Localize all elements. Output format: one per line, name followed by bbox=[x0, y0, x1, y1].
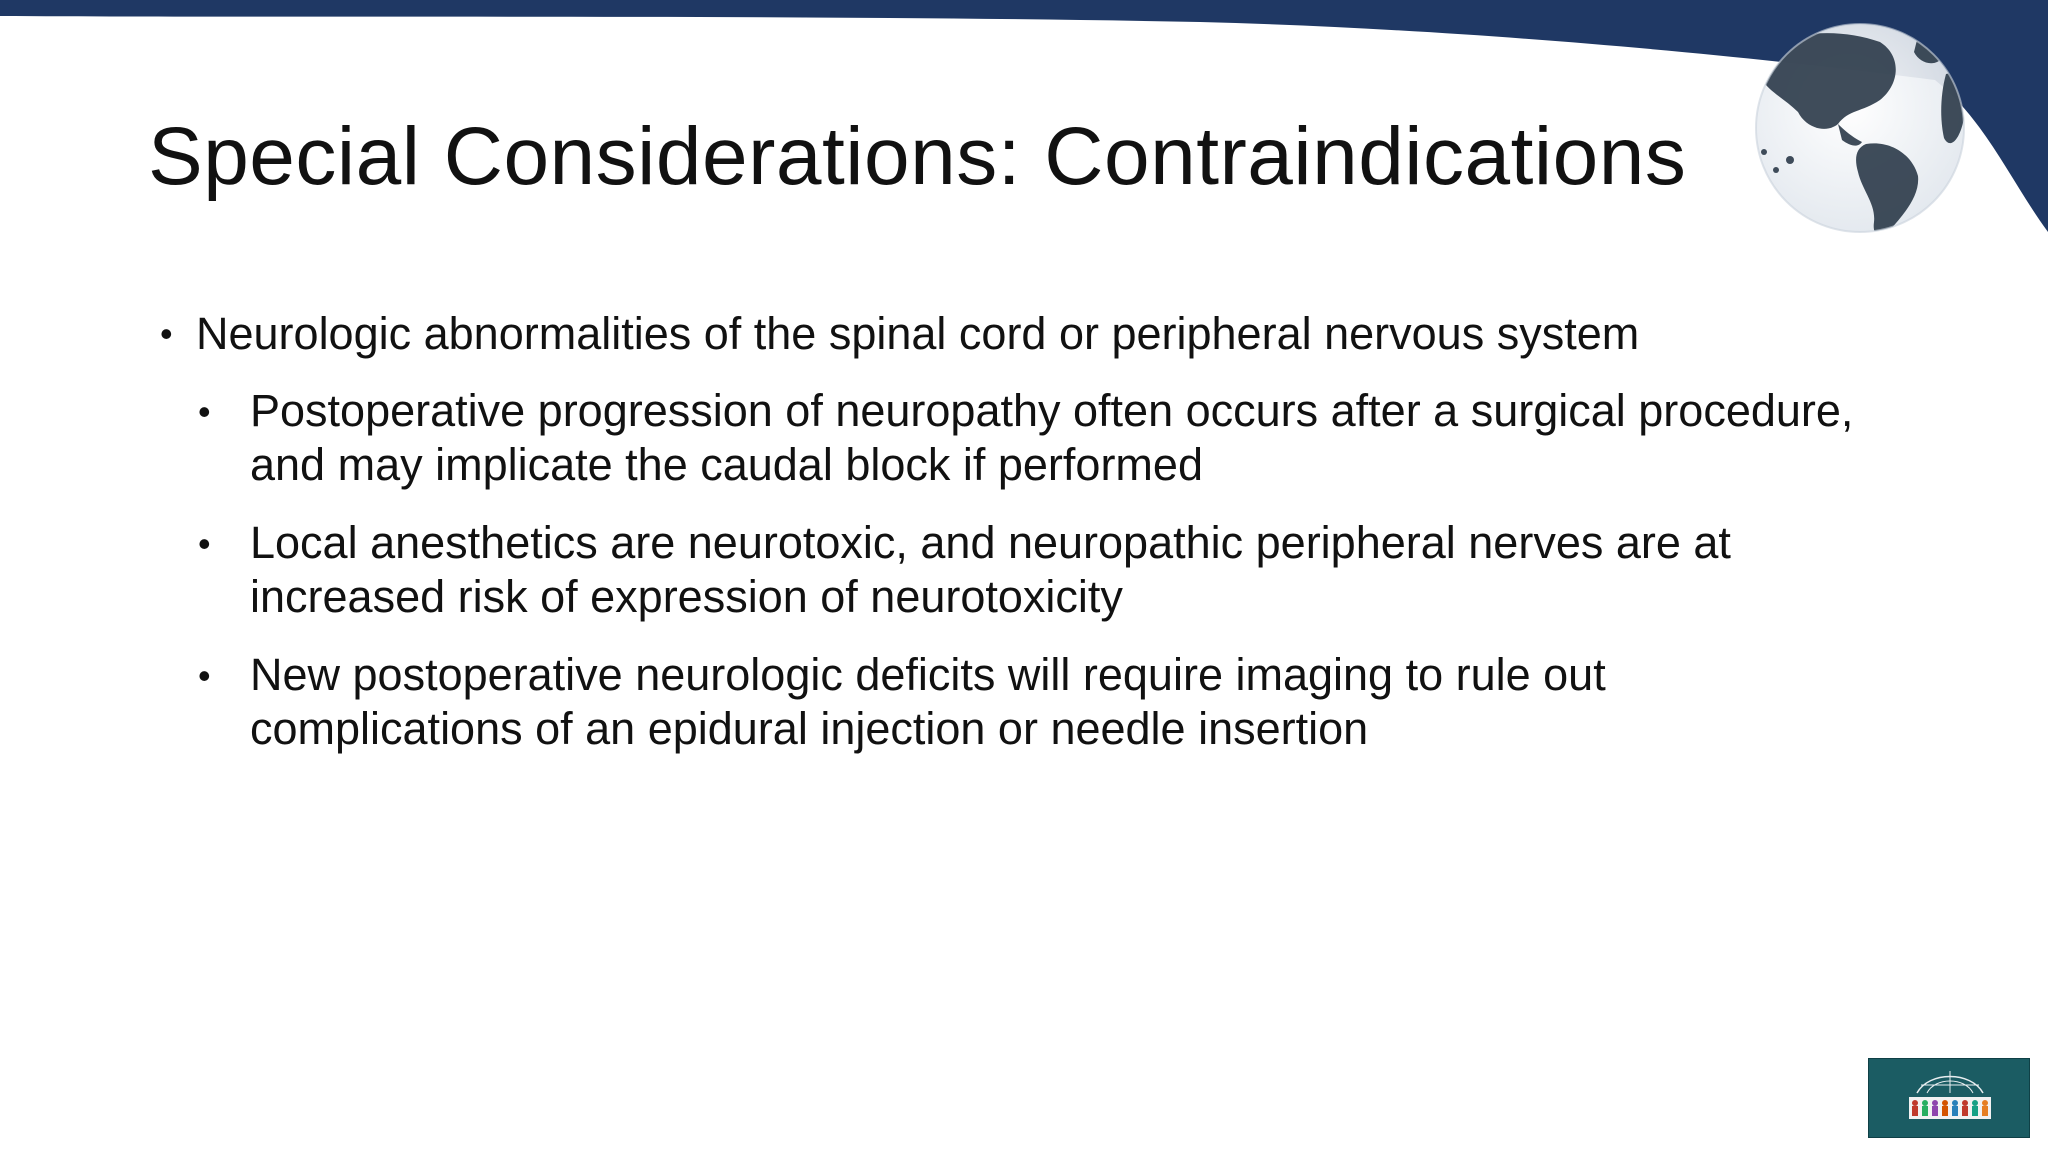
bullet-icon: • bbox=[198, 523, 211, 564]
bullet-icon: • bbox=[160, 313, 173, 354]
sub-list-item bbox=[160, 516, 1860, 624]
list-item bbox=[160, 306, 1860, 362]
slide-title: Special Considerations: Contraindications bbox=[148, 111, 1687, 202]
sub-list-item bbox=[160, 384, 1860, 492]
bullet-icon: • bbox=[198, 655, 211, 696]
sub-bullet-text: Postoperative progression of neuropathy often occurs after a surgical procedure, and may implicate the caudal block if performed bbox=[250, 385, 1854, 490]
sub-list-item bbox=[160, 648, 1860, 756]
bullet-text: Neurologic abnormalities of the spinal cord or peripheral nervous system bbox=[196, 308, 1640, 359]
bullet-list bbox=[160, 306, 1860, 780]
bullet-icon: • bbox=[198, 391, 211, 432]
sub-bullet-text: Local anesthetics are neurotoxic, and neuropathic peripheral nerves are at increased risk of expression of neurotoxicity bbox=[250, 517, 1731, 622]
sub-bullet-text: New postoperative neurologic deficits will require imaging to rule out complications of an epidural injection or needle insertion bbox=[250, 649, 1606, 754]
society-logo-icon bbox=[1868, 1058, 2030, 1138]
